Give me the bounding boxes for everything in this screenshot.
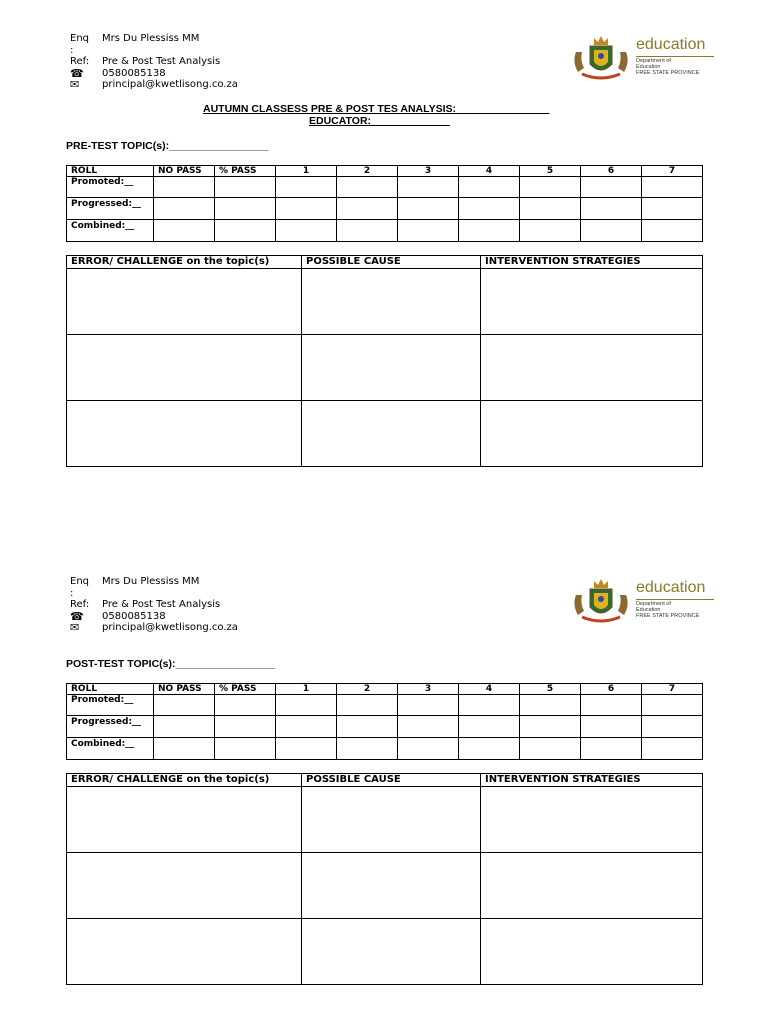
letter-header: [70, 33, 238, 91]
input-cell[interactable]: [276, 177, 337, 198]
input-cell[interactable]: [398, 738, 459, 760]
input-cell[interactable]: [481, 919, 703, 985]
ref-label: Ref:: [70, 56, 90, 67]
pre-test-topic: PRE-TEST TOPIC(s):_________________: [66, 140, 269, 152]
ref-value: Pre & Post Test Analysis: [102, 599, 221, 610]
input-cell[interactable]: [481, 787, 703, 853]
logo-line-3: FREE STATE PROVINCE: [636, 613, 700, 619]
logo-line-1: Department of: [636, 58, 671, 64]
input-cell[interactable]: [215, 738, 276, 760]
input-cell[interactable]: [215, 220, 276, 242]
input-cell[interactable]: [302, 787, 481, 853]
input-cell[interactable]: [398, 716, 459, 738]
input-cell[interactable]: [337, 220, 398, 242]
error-table-header-row: [67, 256, 703, 269]
table-row: [67, 738, 703, 760]
input-cell[interactable]: [520, 220, 581, 242]
table-row: [67, 853, 703, 919]
input-cell[interactable]: [581, 220, 642, 242]
enq-label: Enq: [70, 33, 90, 44]
ref-label: Ref:: [70, 599, 90, 610]
table-row: [67, 401, 703, 467]
input-cell[interactable]: [276, 695, 337, 716]
table-row: [67, 198, 703, 220]
logo-rule: [636, 599, 714, 600]
education-logo: [568, 575, 718, 625]
row-progressed-label: Progressed:__: [67, 716, 154, 738]
logo-line-3: FREE STATE PROVINCE: [636, 70, 700, 76]
input-cell[interactable]: [520, 695, 581, 716]
col-pct-pass: % PASS: [215, 684, 276, 695]
analysis-title: AUTUMN CLASSESS PRE & POST TES ANALYSIS:________________: [203, 103, 550, 115]
col-intervention-strategies: INTERVENTION STRATEGIES: [481, 256, 703, 269]
input-cell[interactable]: [154, 220, 215, 242]
logo-subtext: [636, 58, 699, 76]
input-cell[interactable]: [642, 177, 703, 198]
input-cell[interactable]: [67, 335, 302, 401]
col-5: 5: [520, 166, 581, 177]
phone-number: 0580085138: [102, 610, 166, 622]
input-cell[interactable]: [67, 787, 302, 853]
row-promoted-label: Promoted:__: [67, 695, 154, 716]
input-cell[interactable]: [581, 198, 642, 220]
ref-value: Pre & Post Test Analysis: [102, 56, 221, 67]
input-cell[interactable]: [276, 738, 337, 760]
col-3: 3: [398, 684, 459, 695]
col-7: 7: [642, 166, 703, 177]
letter-header: [70, 576, 238, 634]
input-cell[interactable]: [520, 177, 581, 198]
input-cell[interactable]: [154, 198, 215, 220]
input-cell[interactable]: [481, 401, 703, 467]
row-combined-label: Combined:__: [67, 738, 154, 760]
logo-rule: [636, 56, 714, 57]
col-roll: ROLL: [67, 684, 154, 695]
col-1: 1: [276, 684, 337, 695]
input-cell[interactable]: [154, 716, 215, 738]
input-cell[interactable]: [642, 716, 703, 738]
input-cell[interactable]: [276, 220, 337, 242]
input-cell[interactable]: [581, 695, 642, 716]
input-cell[interactable]: [481, 269, 703, 335]
input-cell[interactable]: [302, 853, 481, 919]
input-cell[interactable]: [459, 198, 520, 220]
phone-icon: ☎: [70, 609, 84, 623]
input-cell[interactable]: [398, 198, 459, 220]
table-row: [67, 269, 703, 335]
input-cell[interactable]: [520, 198, 581, 220]
input-cell[interactable]: [459, 220, 520, 242]
logo-wordmark: education: [636, 579, 706, 596]
enq-label: Enq: [70, 576, 90, 587]
post-test-topic: POST-TEST TOPIC(s):_________________: [66, 658, 275, 670]
score-table-header-row: [67, 166, 703, 177]
col-intervention-strategies: INTERVENTION STRATEGIES: [481, 774, 703, 787]
educator-title: EDUCATOR: _____________: [309, 115, 450, 127]
input-cell[interactable]: [481, 853, 703, 919]
input-cell[interactable]: [459, 695, 520, 716]
input-cell[interactable]: [154, 738, 215, 760]
col-6: 6: [581, 684, 642, 695]
input-cell[interactable]: [398, 695, 459, 716]
phone-number: 0580085138: [102, 67, 166, 79]
input-cell[interactable]: [581, 738, 642, 760]
input-cell[interactable]: [337, 716, 398, 738]
input-cell[interactable]: [642, 695, 703, 716]
input-cell[interactable]: [215, 198, 276, 220]
input-cell[interactable]: [276, 198, 337, 220]
input-cell[interactable]: [398, 220, 459, 242]
education-logo: [568, 32, 718, 82]
enq-value: Mrs Du Plessiss MM: [102, 576, 200, 587]
input-cell[interactable]: [337, 695, 398, 716]
input-cell[interactable]: [67, 401, 302, 467]
input-cell[interactable]: [154, 177, 215, 198]
input-cell[interactable]: [67, 853, 302, 919]
col-no-pass: NO PASS: [154, 684, 215, 695]
phone-icon: ☎: [70, 66, 84, 80]
logo-line-2: Education: [636, 607, 661, 613]
table-row: [67, 220, 703, 242]
input-cell[interactable]: [302, 335, 481, 401]
input-cell[interactable]: [481, 335, 703, 401]
col-4: 4: [459, 166, 520, 177]
logo-line-2: Education: [636, 64, 661, 70]
col-1: 1: [276, 166, 337, 177]
row-promoted-label: Promoted:__: [67, 177, 154, 198]
col-error-challenge: ERROR/ CHALLENGE on the topic(s): [67, 256, 302, 269]
col-2: 2: [337, 166, 398, 177]
row-progressed-label: Progressed:__: [67, 198, 154, 220]
input-cell[interactable]: [520, 738, 581, 760]
col-5: 5: [520, 684, 581, 695]
table-row: [67, 919, 703, 985]
col-possible-cause: POSSIBLE CAUSE: [302, 774, 481, 787]
col-6: 6: [581, 166, 642, 177]
input-cell[interactable]: [337, 738, 398, 760]
table-row: [67, 787, 703, 853]
input-cell[interactable]: [642, 198, 703, 220]
input-cell[interactable]: [337, 177, 398, 198]
input-cell[interactable]: [581, 177, 642, 198]
error-table-header-row: [67, 774, 703, 787]
coat-of-arms-icon: [568, 32, 634, 82]
enq-colon: :: [70, 44, 74, 56]
enq-value: Mrs Du Plessiss MM: [102, 33, 200, 44]
email-address: principal@kwetlisong.co.za: [102, 79, 238, 90]
input-cell[interactable]: [581, 716, 642, 738]
input-cell[interactable]: [642, 220, 703, 242]
logo-wordmark: education: [636, 36, 706, 53]
col-2: 2: [337, 684, 398, 695]
col-7: 7: [642, 684, 703, 695]
col-3: 3: [398, 166, 459, 177]
input-cell[interactable]: [520, 716, 581, 738]
input-cell[interactable]: [215, 177, 276, 198]
input-cell[interactable]: [642, 738, 703, 760]
input-cell[interactable]: [215, 716, 276, 738]
input-cell[interactable]: [276, 716, 337, 738]
col-4: 4: [459, 684, 520, 695]
table-row: [67, 716, 703, 738]
table-row: [67, 335, 703, 401]
input-cell[interactable]: [67, 269, 302, 335]
input-cell[interactable]: [154, 695, 215, 716]
input-cell[interactable]: [302, 401, 481, 467]
logo-subtext: [636, 601, 699, 619]
mail-icon: ✉: [70, 78, 80, 91]
pre-test-score-table: [66, 165, 703, 242]
input-cell[interactable]: [337, 198, 398, 220]
col-error-challenge: ERROR/ CHALLENGE on the topic(s): [67, 774, 302, 787]
coat-of-arms-icon: [568, 575, 634, 625]
email-address: principal@kwetlisong.co.za: [102, 622, 238, 633]
input-cell[interactable]: [459, 716, 520, 738]
pre-test-error-table: [66, 255, 703, 467]
table-row: [67, 695, 703, 716]
input-cell[interactable]: [302, 269, 481, 335]
col-roll: ROLL: [67, 166, 154, 177]
input-cell[interactable]: [398, 177, 459, 198]
mail-icon: ✉: [70, 621, 80, 634]
input-cell[interactable]: [459, 738, 520, 760]
input-cell[interactable]: [67, 919, 302, 985]
logo-line-1: Department of: [636, 601, 671, 607]
table-row: [67, 177, 703, 198]
post-test-error-table: [66, 773, 703, 985]
input-cell[interactable]: [215, 695, 276, 716]
col-possible-cause: POSSIBLE CAUSE: [302, 256, 481, 269]
post-test-score-table: [66, 683, 703, 760]
score-table-header-row: [67, 684, 703, 695]
input-cell[interactable]: [459, 177, 520, 198]
enq-colon: :: [70, 587, 74, 599]
input-cell[interactable]: [302, 919, 481, 985]
col-no-pass: NO PASS: [154, 166, 215, 177]
col-pct-pass: % PASS: [215, 166, 276, 177]
row-combined-label: Combined:__: [67, 220, 154, 242]
